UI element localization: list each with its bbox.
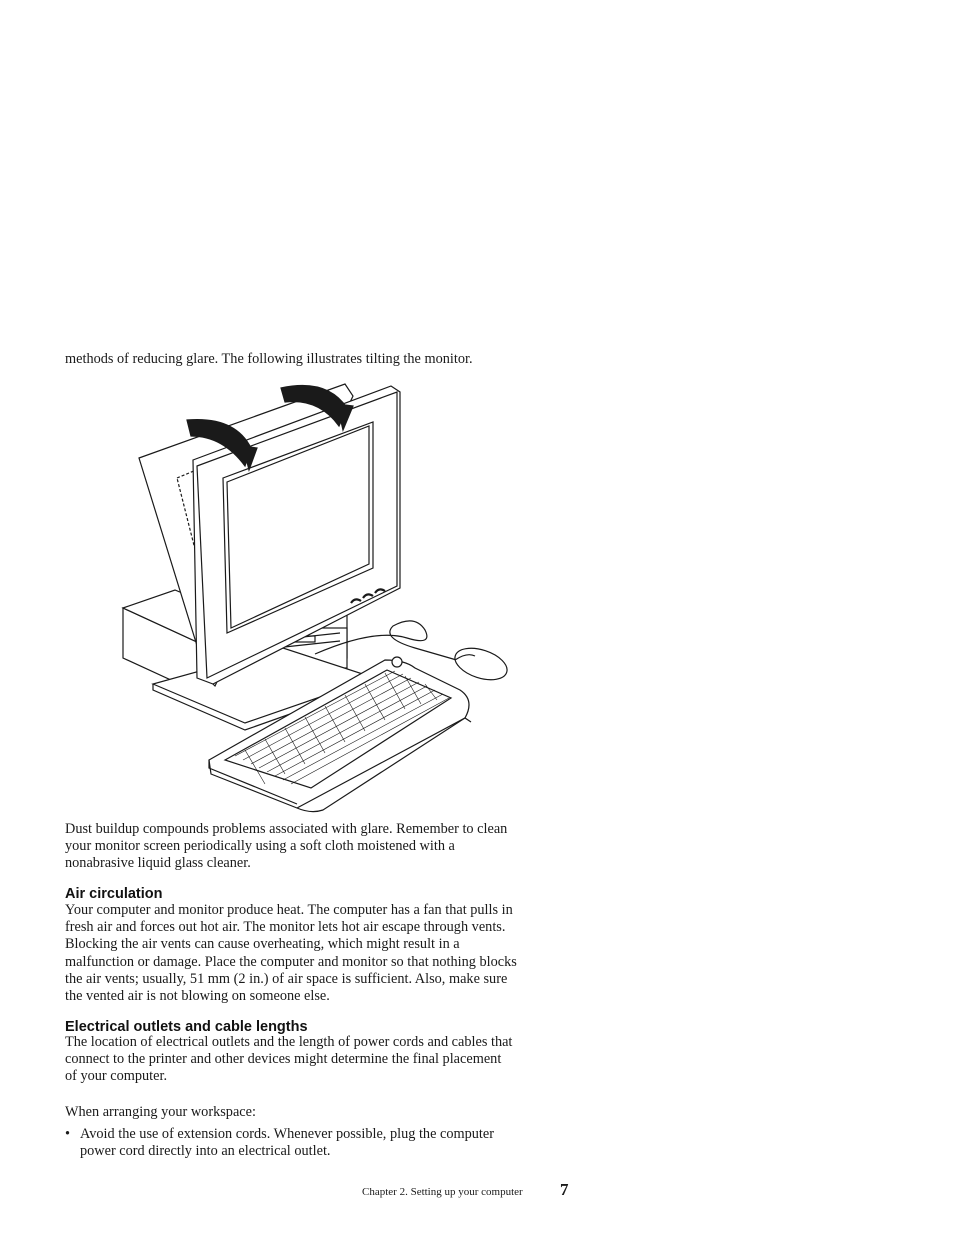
page-number: 7 (560, 1180, 569, 1199)
glare-paragraph (65, 821, 575, 873)
air-line: fresh air and forces out hot air. The monitor lets hot air escape through vents. (65, 919, 506, 936)
glare-line: your monitor screen periodically using a soft cloth moistened with a (65, 838, 455, 855)
glare-line: Dust buildup compounds problems associated with glare. Remember to clean (65, 821, 508, 837)
list-item-line: power cord directly into an electrical outlet. (80, 1143, 331, 1160)
list-item (65, 1126, 565, 1160)
air-line: the air vents; usually, 51 mm (2 in.) of air space is sufficient. Also, make sure (65, 970, 508, 987)
air-line: malfunction or damage. Place the computer and monitor so that nothing blocks (65, 953, 517, 970)
footer-chapter: Chapter 2. Setting up your computer (362, 1186, 523, 1198)
monitor-tilt-illustration (115, 378, 515, 818)
electrical-outlets-paragraph (65, 1034, 575, 1086)
glare-line: nonabrasive liquid glass cleaner. (65, 855, 251, 872)
air-line: the vented air is not blowing on someone else. (65, 988, 330, 1005)
mouse (451, 642, 511, 685)
outlets-line: The location of electrical outlets and the length of power cords and cables that (65, 1034, 513, 1050)
intro-text: methods of reducing glare. The following illustrates tilting the monitor. (65, 351, 473, 367)
list-item-line: Avoid the use of extension cords. Whenever possible, plug the computer (80, 1126, 494, 1142)
list-item-text (65, 1126, 565, 1160)
air-line: Blocking the air vents can cause overheating, which might result in a (65, 936, 460, 953)
outlets-line: connect to the printer and other devices might determine the final placement (65, 1051, 502, 1068)
bullet-marker: • (65, 1126, 71, 1142)
workspace-intro: When arranging your workspace: (65, 1104, 256, 1120)
electrical-outlets-heading: Electrical outlets and cable lengths (65, 1019, 308, 1035)
air-circulation-heading: Air circulation (65, 886, 163, 902)
air-line: Your computer and monitor produce heat. The computer has a fan that pulls in (65, 902, 513, 918)
air-circulation-paragraph (65, 902, 575, 1005)
outlets-line: of your computer. (65, 1068, 168, 1085)
